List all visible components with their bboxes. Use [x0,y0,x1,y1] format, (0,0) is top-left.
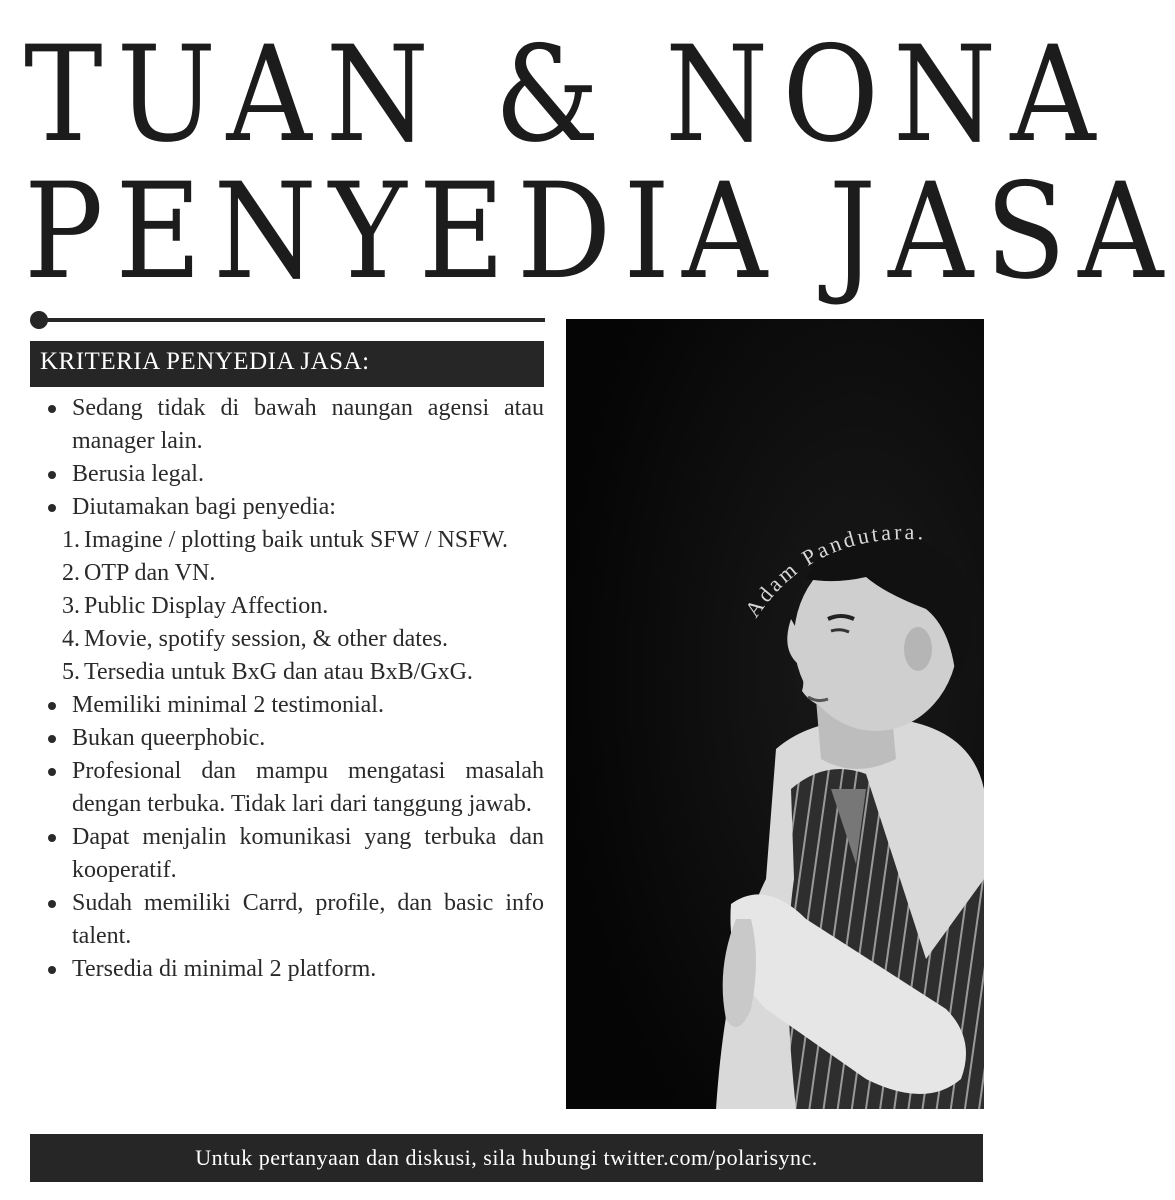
sub-item-text: Imagine / plotting baik untuk SFW / NSFW. [84,527,509,553]
sub-item-text: OTP dan VN. [84,560,216,586]
criteria-item: Sudah memiliki Carrd, profile, dan basic info talent. [30,887,544,953]
sub-item-text: Public Display Affection. [84,593,329,619]
sub-item-text: Tersedia untuk BxG dan atau BxB/GxG. [84,659,473,685]
criteria-sub-item [30,656,544,689]
sub-item-number: 5. [62,659,80,685]
sub-item-number: 4. [62,626,80,652]
portrait-photo [566,319,984,1109]
criteria-sub-item [30,557,544,590]
title-line-1: TUAN & NONA [24,16,1110,172]
divider [30,311,546,329]
criteria-item: Bukan queerphobic. [30,722,544,755]
criteria-item: Memiliki minimal 2 testimonial. [30,689,544,722]
criteria-item: Diutamakan bagi penyedia: [30,491,544,524]
divider-dot [30,311,48,329]
divider-line [40,318,545,322]
contact-footer: Untuk pertanyaan dan diskusi, sila hubungi twitter.com/polarisync. [30,1134,983,1182]
criteria-item: Berusia legal. [30,458,544,491]
sub-item-text: Movie, spotify session, & other dates. [84,626,448,652]
criteria-sub-item [30,524,544,557]
criteria-heading: KRITERIA PENYEDIA JASA: [30,341,544,387]
criteria-item: Tersedia di minimal 2 platform. [30,953,544,986]
criteria-list [30,392,544,986]
title-line-2: PENYEDIA JASA [24,153,1175,309]
criteria-sub-item [30,623,544,656]
criteria-item: Sedang tidak di bawah naungan agensi atau manager lain. [30,392,544,458]
sub-item-number: 1. [62,527,80,553]
portrait-illustration [566,319,984,1109]
criteria-sub-item [30,590,544,623]
sub-item-number: 2. [62,560,80,586]
criteria-item: Profesional dan mampu mengatasi masalah dengan terbuka. Tidak lari dari tanggung jawab. [30,755,544,821]
criteria-item: Dapat menjalin komunikasi yang terbuka dan kooperatif. [30,821,544,887]
sub-item-number: 3. [62,593,80,619]
name-label-path: Adam Pandutara. [739,518,927,622]
